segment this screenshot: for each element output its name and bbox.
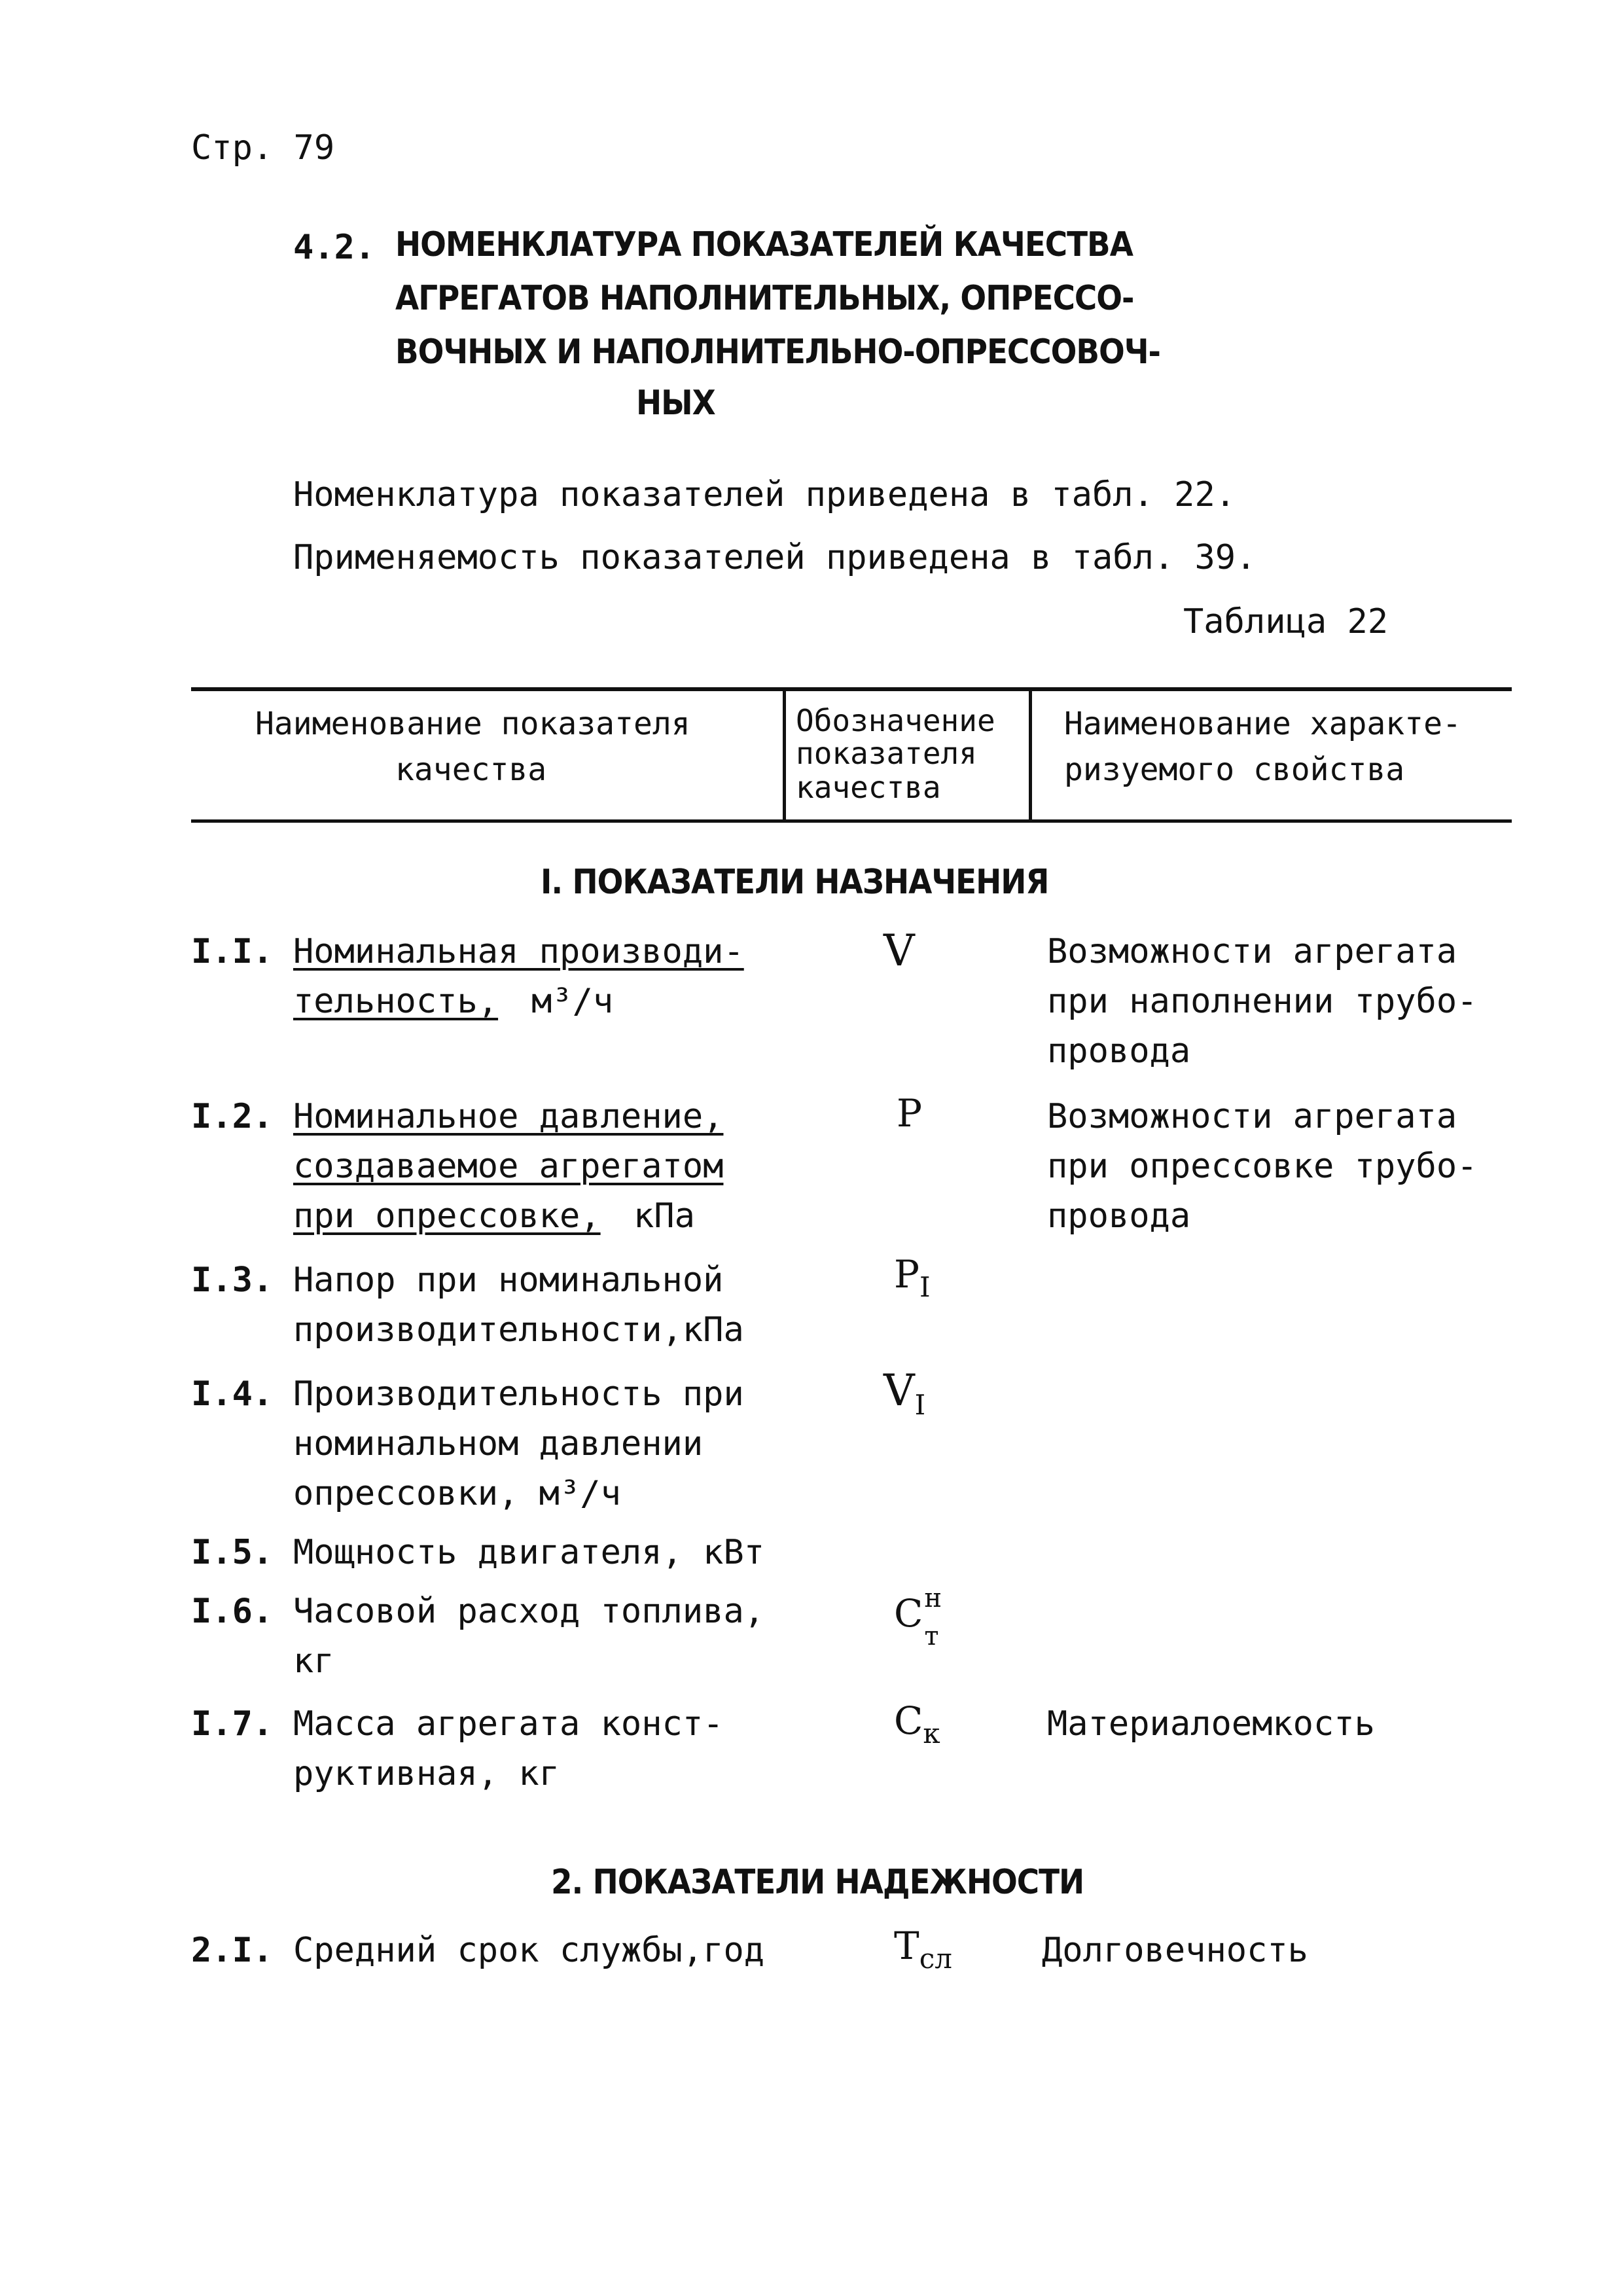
row-number: I.I. bbox=[191, 932, 274, 971]
row-name-unit: м³/ч bbox=[531, 982, 614, 1021]
header-divider-1 bbox=[783, 691, 786, 819]
intro-line-1: Номенклатура показателей приведена в табл. 22. bbox=[293, 475, 1236, 514]
row-name-line-1: Производительность при bbox=[293, 1374, 744, 1414]
table-caption: Таблица 22 bbox=[1183, 602, 1389, 641]
table-header-bottom-rule bbox=[191, 819, 1512, 823]
row-name-line-2: руктивная, кг bbox=[293, 1754, 560, 1793]
row-symbol: $C_к$ bbox=[894, 1698, 940, 1749]
row-number: I.5. bbox=[191, 1533, 274, 1572]
row-name-line-1: Номинальное давление, bbox=[293, 1097, 724, 1136]
section-title-line-3: ВОЧНЫХ И НАПОЛНИТЕЛЬНО-ОПРЕССОВОЧ- bbox=[395, 332, 1160, 372]
row-name-line-2: производительности,кПа bbox=[293, 1310, 744, 1350]
group-1-title: I. ПОКАЗАТЕЛИ НАЗНАЧЕНИЯ bbox=[541, 863, 1049, 902]
row-name-line-2: создаваемое агрегатом bbox=[293, 1147, 724, 1186]
row-property-line-1: Долговечность bbox=[1042, 1931, 1308, 1970]
header-col2-line-2: показателя bbox=[796, 736, 977, 771]
row-property-line-2: при наполнении трубо- bbox=[1047, 982, 1478, 1021]
row-number: I.6. bbox=[191, 1592, 274, 1631]
page-number: Стр. 79 bbox=[191, 128, 335, 168]
row-property-line-3: провода bbox=[1047, 1196, 1191, 1236]
row-symbol: C н т bbox=[894, 1583, 942, 1651]
section-title-line-1: НОМЕНКЛАТУРА ПОКАЗАТЕЛЕЙ КАЧЕСТВА bbox=[395, 225, 1133, 264]
row-name-line-1: Мощность двигателя, кВт bbox=[293, 1533, 765, 1572]
row-name-line-3: опрессовки, м³/ч bbox=[293, 1474, 621, 1513]
row-name-line-1: Напор при номинальной bbox=[293, 1261, 724, 1300]
header-col1-line-2: качества bbox=[395, 751, 547, 788]
row-name-unit: кПа bbox=[633, 1196, 695, 1236]
row-property-line-1: Возможности агрегата bbox=[1047, 932, 1457, 971]
row-number: I.3. bbox=[191, 1261, 274, 1300]
section-title-line-2: АГРЕГАТОВ НАПОЛНИТЕЛЬНЫХ, ОПРЕССО- bbox=[395, 279, 1134, 318]
row-symbol: V bbox=[883, 925, 915, 976]
row-number: I.4. bbox=[191, 1374, 274, 1414]
header-col3-line-1: Наименование характе- bbox=[1064, 706, 1461, 742]
group-2-title: 2. ПОКАЗАТЕЛИ НАДЕЖНОСТИ bbox=[551, 1863, 1084, 1902]
table-top-rule bbox=[191, 687, 1512, 691]
row-name-line-1: Средний срок службы,год bbox=[293, 1931, 765, 1970]
header-divider-2 bbox=[1029, 691, 1032, 819]
row-symbol: $V_I$ bbox=[883, 1365, 926, 1421]
row-name-line-2: номинальном давлении bbox=[293, 1424, 704, 1463]
section-title-line-4: НЫХ bbox=[636, 384, 715, 423]
row-number: I.7. bbox=[191, 1704, 274, 1744]
row-property-line-2: при опрессовке трубо- bbox=[1047, 1147, 1478, 1186]
intro-line-2: Применяемость показателей приведена в табл. 39. bbox=[293, 538, 1257, 577]
row-name-line-2: кг bbox=[293, 1641, 334, 1681]
row-name-line-1: Номинальная производи- bbox=[293, 932, 744, 971]
row-name-line-1: Масса агрегата конст- bbox=[293, 1704, 724, 1744]
header-col2-line-3: качества bbox=[796, 770, 941, 805]
section-number: 4.2. bbox=[293, 228, 376, 267]
header-col1-line-1: Наименование показателя bbox=[255, 706, 690, 742]
row-number: I.2. bbox=[191, 1097, 274, 1136]
row-name-line-3: при опрессовке, bbox=[293, 1196, 601, 1236]
row-name-line-1: Часовой расход топлива, bbox=[293, 1592, 765, 1631]
row-symbol: $P_I$ bbox=[894, 1252, 931, 1303]
row-name-line-2: тельность, bbox=[293, 982, 499, 1021]
header-col3-line-2: ризуемого свойства bbox=[1064, 751, 1405, 788]
row-property-line-3: провода bbox=[1047, 1031, 1191, 1071]
row-property-line-1: Возможности агрегата bbox=[1047, 1097, 1457, 1136]
row-symbol: $T_{сл}$ bbox=[894, 1924, 952, 1975]
header-col2-line-1: Обозначение bbox=[796, 703, 995, 738]
row-property-line-1: Материалоемкость bbox=[1047, 1704, 1375, 1744]
row-number: 2.I. bbox=[191, 1931, 274, 1970]
row-symbol: P bbox=[897, 1091, 923, 1136]
